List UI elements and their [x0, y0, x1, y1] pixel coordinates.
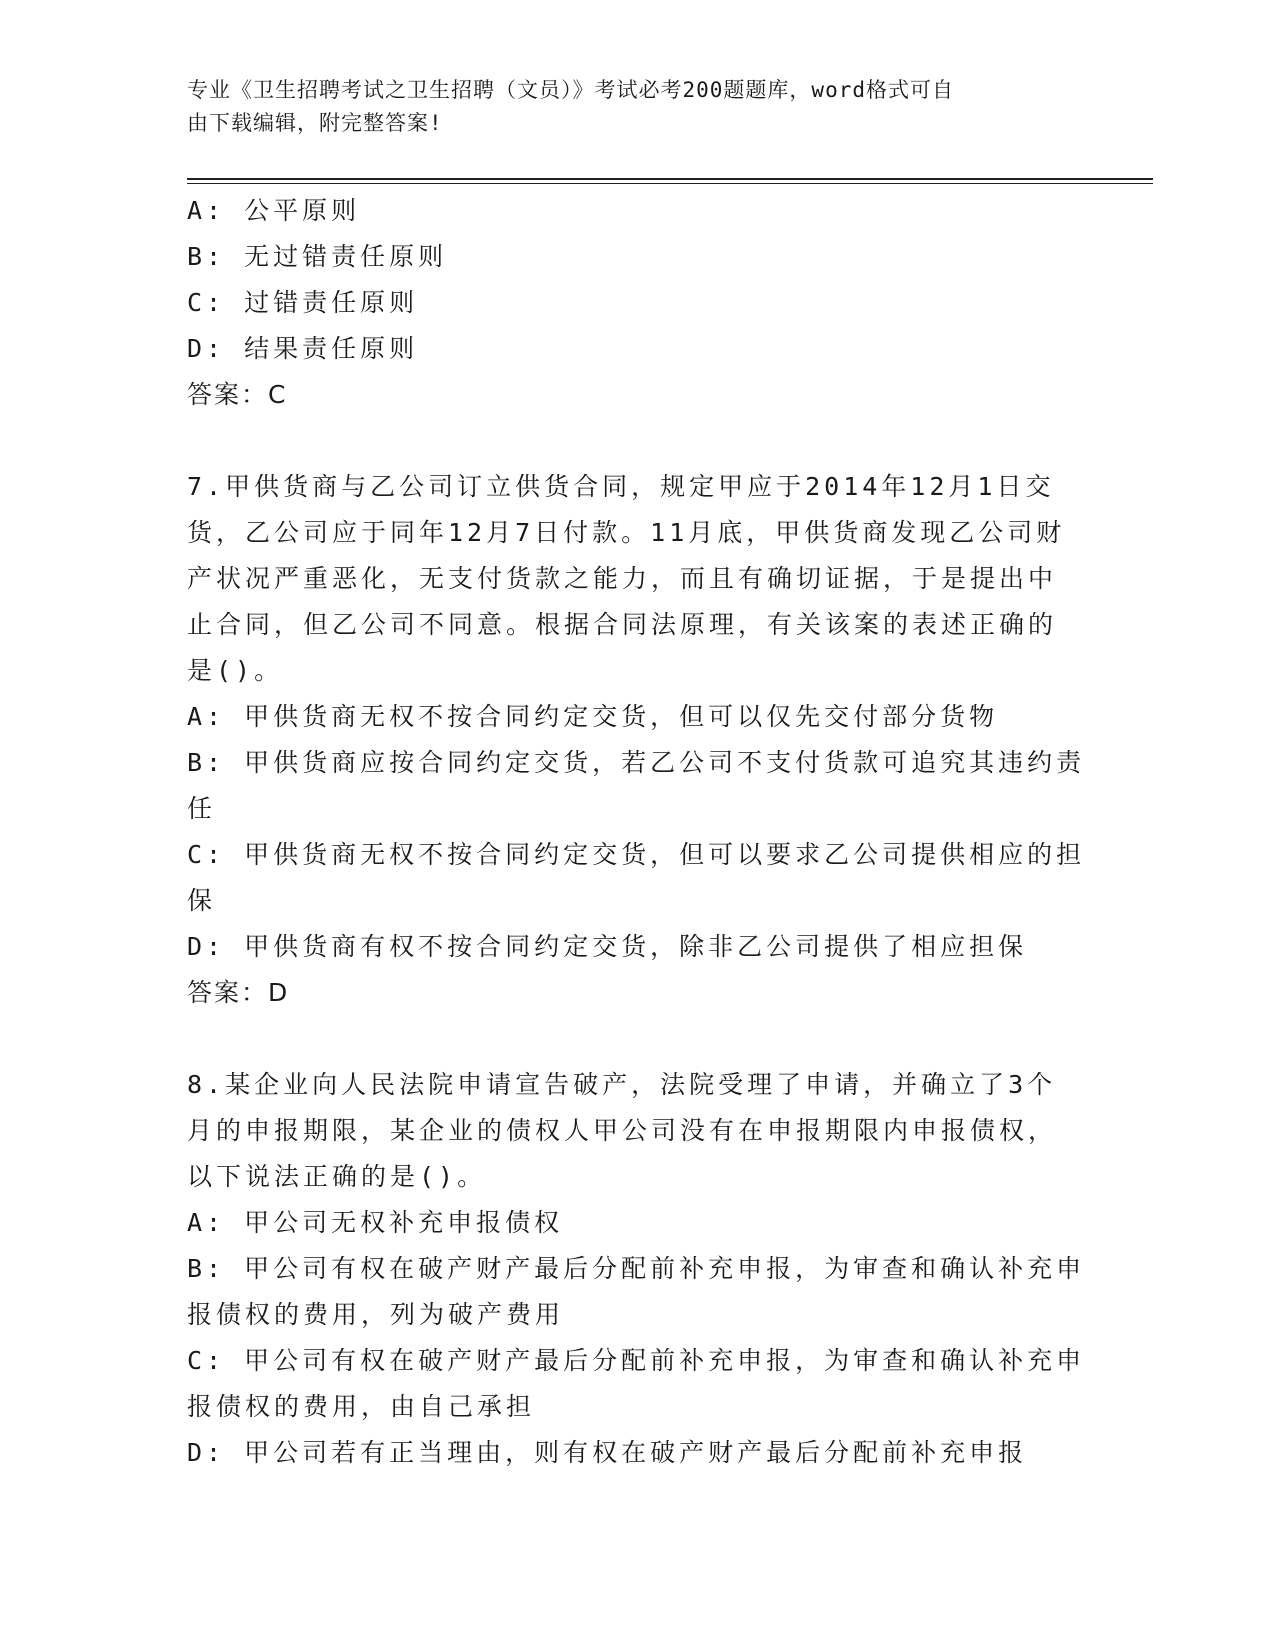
question-stem-line: 8.某企业向人民法院申请宣告破产，法院受理了申请，并确立了3个 [187, 1070, 1057, 1099]
option-line: C: 过错责任原则 [187, 288, 419, 317]
document-header [187, 74, 1067, 140]
option-line: B: 甲供货商应按合同约定交货，若乙公司不支付货款可追究其违约责 [187, 748, 1086, 777]
header-line-2: 由下载编辑，附完整答案! [187, 111, 443, 135]
option-line: B: 无过错责任原则 [187, 242, 448, 271]
option-line: 报债权的费用，由自己承担 [187, 1392, 536, 1421]
option-line: 报债权的费用，列为破产费用 [187, 1300, 565, 1329]
question-stem-line: 止合同，但乙公司不同意。根据合同法原理，有关该案的表述正确的 [187, 610, 1058, 639]
option-line: B: 甲公司有权在破产财产最后分配前补充申报，为审查和确认补充申 [187, 1254, 1086, 1283]
option-line: 保 [187, 886, 217, 915]
answer-line: 答案：C [187, 380, 288, 409]
option-line: A: 甲公司无权补充申报债权 [187, 1208, 564, 1237]
header-divider-thick [187, 178, 1153, 180]
option-line: C: 甲供货商无权不按合同约定交货，但可以要求乙公司提供相应的担 [187, 840, 1086, 869]
question-stem-line: 7.甲供货商与乙公司订立供货合同，规定甲应于2014年12月1日交 [187, 472, 1055, 501]
spacer [187, 418, 1087, 464]
option-line: C: 甲公司有权在破产财产最后分配前补充申报，为审查和确认补充申 [187, 1346, 1086, 1375]
question-stem-line: 月的申报期限，某企业的债权人甲公司没有在申报期限内申报债权， [187, 1116, 1058, 1145]
spacer [187, 1016, 1087, 1062]
question-7-block [187, 464, 1087, 1016]
question-stem-line: 是()。 [187, 656, 284, 685]
option-line: A: 公平原则 [187, 196, 361, 225]
answer-line: 答案：D [187, 978, 290, 1007]
question-6-block [187, 188, 1087, 418]
option-line: 任 [187, 794, 217, 823]
option-line: D: 甲公司若有正当理由，则有权在破产财产最后分配前补充申报 [187, 1438, 1028, 1467]
question-stem-line: 以下说法正确的是()。 [187, 1162, 487, 1191]
option-line: D: 甲供货商有权不按合同约定交货，除非乙公司提供了相应担保 [187, 932, 1028, 961]
question-stem-line: 货，乙公司应于同年12月7日付款。11月底，甲供货商发现乙公司财 [187, 518, 1066, 547]
option-line: D: 结果责任原则 [187, 334, 419, 363]
header-divider-thin [187, 183, 1153, 184]
option-line: A: 甲供货商无权不按合同约定交货，但可以仅先交付部分货物 [187, 702, 999, 731]
header-line-1: 专业《卫生招聘考试之卫生招聘（文员）》考试必考200题题库，word格式可自 [187, 78, 954, 102]
question-stem-line: 产状况严重恶化，无支付货款之能力，而且有确切证据，于是提出中 [187, 564, 1058, 593]
question-8-block [187, 1062, 1087, 1476]
document-body [187, 188, 1087, 1476]
